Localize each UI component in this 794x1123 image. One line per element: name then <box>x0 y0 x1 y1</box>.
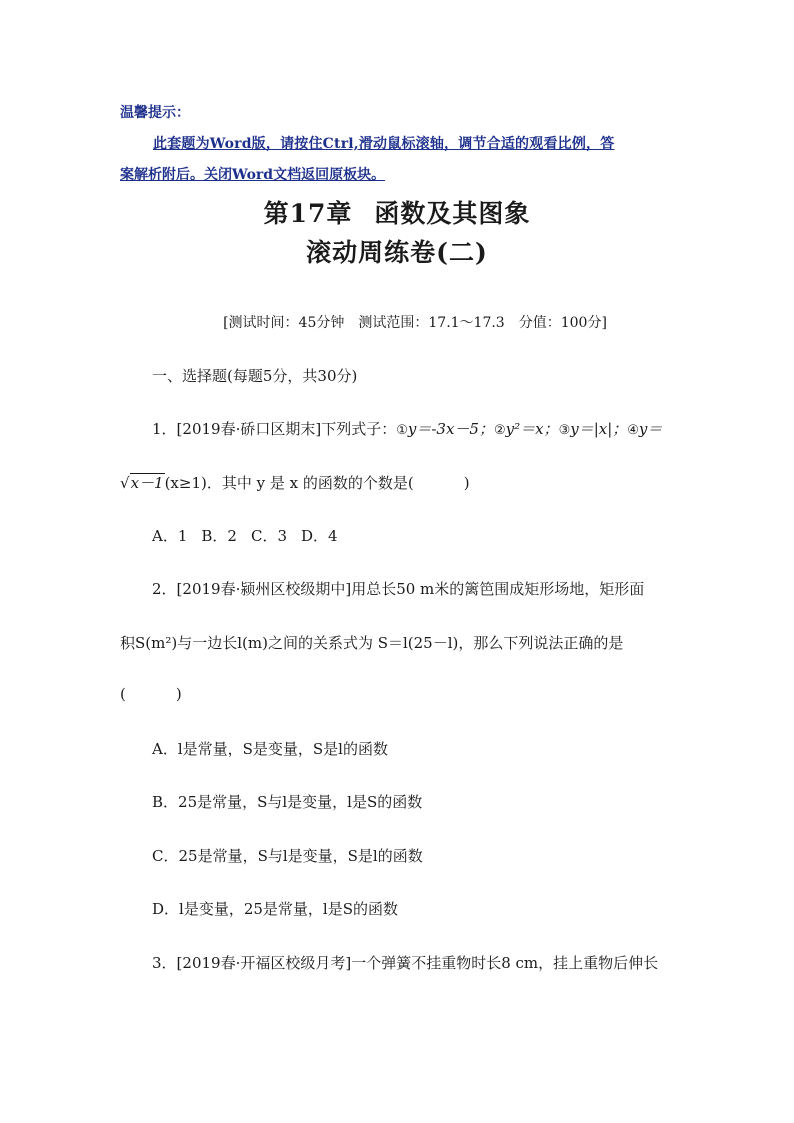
chapter-title: 函数及其图象 <box>374 199 531 228</box>
q1-expr-1: y＝-3x－5； <box>407 420 494 438</box>
page-title: 滚动周练卷(二) <box>306 238 488 267</box>
q1-expr-4: y＝ <box>638 420 663 438</box>
q1-option-b: B．2 <box>201 527 237 545</box>
question-1-line-2 <box>120 472 470 493</box>
sqrt-expression <box>120 472 165 493</box>
test-meta: [测试时间：45分钟 测试范围：17.1～17.3 分值：100分] <box>223 315 607 331</box>
q1-close-paren: ) <box>463 474 470 492</box>
q1-expr-2: y²＝x； <box>505 420 559 438</box>
q1-prefix: 1．[2019春·硚口区期末]下列式子： <box>152 420 397 438</box>
tip-title: 温馨提示： <box>120 105 190 121</box>
question-2-line-2: 积S(m²)与一边长l(m)之间的关系式为 S＝l(25－l)，那么下列说法正确的是 <box>120 634 624 652</box>
question-1-line-1 <box>152 418 662 439</box>
chapter-number: 第17章 <box>263 199 353 228</box>
q1-circled-1: ① <box>396 423 408 438</box>
q1-circled-4: ④ <box>627 423 639 438</box>
q2-option-a: A．l是常量，S是变量，S是l的函数 <box>152 740 388 758</box>
tip-line-1: 此套题为Word版，请按住Ctrl,滑动鼠标滚轴，调节合适的观看比例，答 <box>153 136 615 152</box>
q1-circled-3: ③ <box>558 423 571 438</box>
question-1-options <box>152 525 352 546</box>
q1-line-2-text: (x≥1)．其中 y 是 x 的函数的个数是( <box>164 474 414 492</box>
q1-option-a: A．1 <box>152 527 188 545</box>
question-2-line-1: 2．[2019春·颍州区校级期中]用总长50 m米的篱笆围成矩形场地，矩形面 <box>152 580 645 598</box>
q1-option-c: C．3 <box>250 527 287 545</box>
q1-expr-3: y＝|x|； <box>570 420 628 438</box>
q1-circled-2: ② <box>493 423 506 438</box>
q2-close-paren: ) <box>175 685 182 703</box>
test-score: 分值：100分 <box>518 315 602 331</box>
question-3-line-1: 3．[2019春·开福区校级月考]一个弹簧不挂重物时长8 cm，挂上重物后伸长 <box>152 954 659 972</box>
q1-option-d: D．4 <box>301 527 338 545</box>
question-2-paren <box>120 685 182 703</box>
sqrt-body: x－1 <box>130 474 164 492</box>
q2-option-d: D．l是变量，25是常量，l是S的函数 <box>152 900 398 918</box>
tip-line-2: 案解析附后。关闭Word文档返回原板块。 <box>120 167 386 183</box>
sqrt-sign-icon: √ <box>120 474 130 492</box>
q2-open-paren: ( <box>120 685 126 703</box>
q2-option-c: C．25是常量，S与l是变量，S是l的函数 <box>152 847 423 865</box>
q2-option-b: B．25是常量，S与l是变量，l是S的函数 <box>152 793 423 811</box>
test-range: 测试范围：17.1～17.3 <box>358 315 505 331</box>
test-time: 测试时间：45分钟 <box>228 315 345 331</box>
section-heading: 一、选择题(每题5分，共30分) <box>152 367 358 385</box>
chapter-heading <box>0 194 794 230</box>
